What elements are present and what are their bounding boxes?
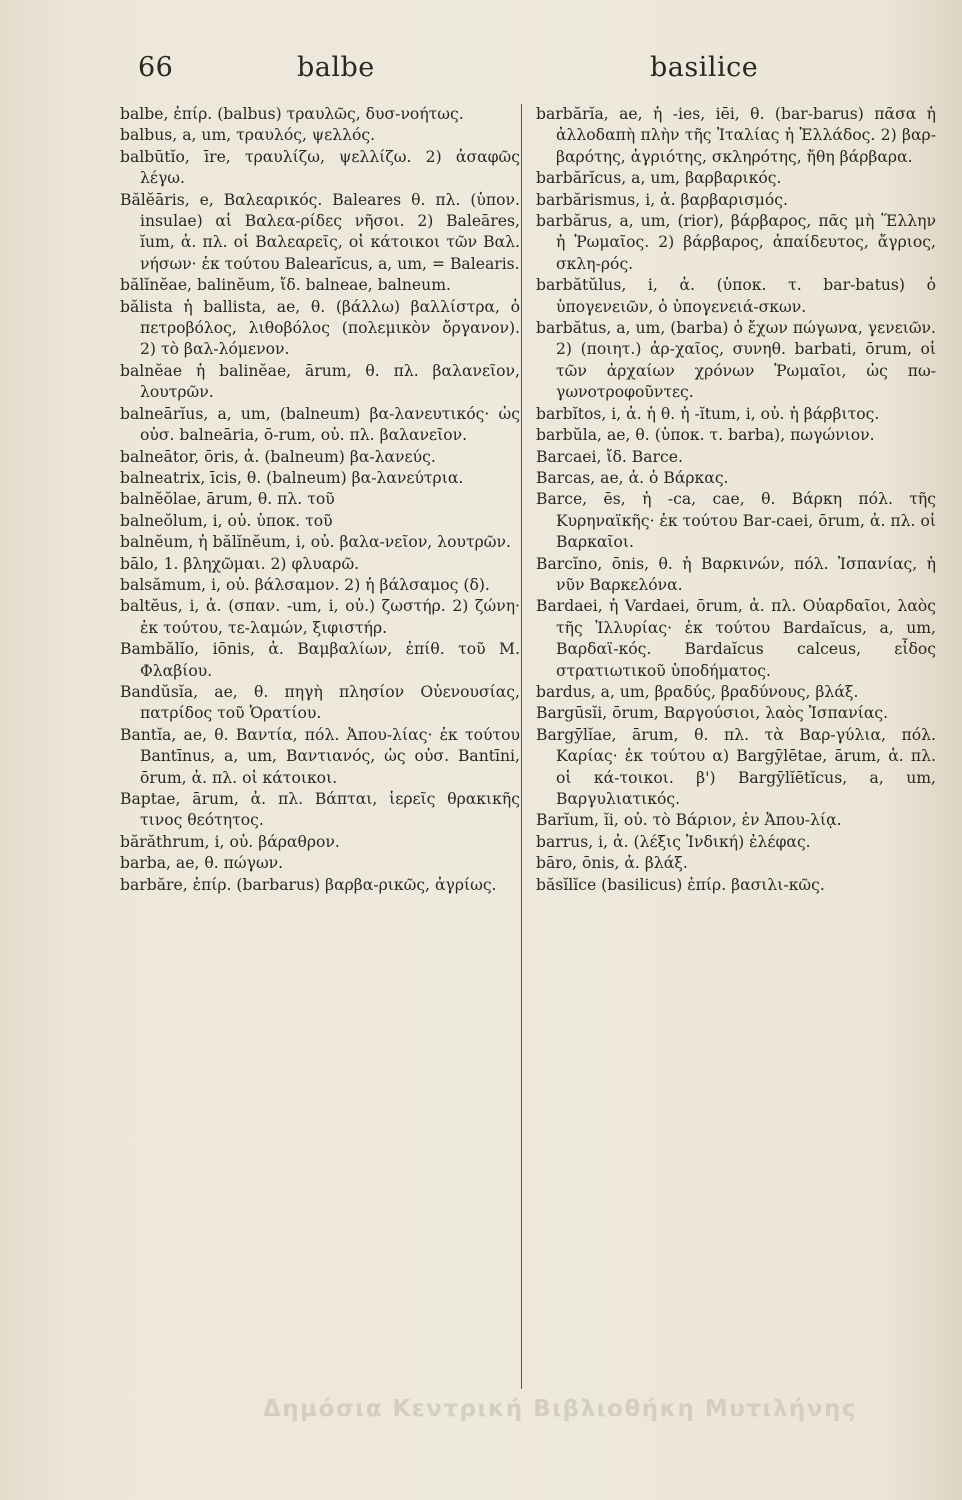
dictionary-entry: balneŏlum, i, οὐ. ὑποκ. τοῦ [120, 511, 333, 530]
dictionary-entry: Bambălĭo, iōnis, ἀ. Βαμβαλίων, ἐπίθ. τοῦ Μ. Φλαβίου. [120, 640, 520, 680]
dictionary-entry: băsĭlĭce (basilicus) ἐπίρ. βασιλι-κῶς. [536, 875, 825, 894]
dictionary-entry: balnĕae ἡ balinĕae, ārum, θ. πλ. βαλανεῖον, λουτρῶν. [120, 361, 520, 402]
dictionary-entry: balbūtĭo, īre, τραυλίζω, ψελλίζω. 2) ἀσαφῶς λέγω. [120, 147, 520, 188]
dictionary-entry: barrus, i, ἀ. (λέξις Ἰνδική) ἐλέφας. [536, 832, 811, 851]
page-number: 66 [138, 52, 174, 83]
dictionary-entry: balsămum, i, οὐ. βάλσαμον. 2) ἡ βάλσαμος (δ). [120, 575, 490, 594]
dictionary-entry: balneātor, ōris, ἀ. (balneum) βα-λανεύς. [120, 447, 436, 466]
dictionary-entry: Bălĕāris, e, Βαλεαρικός. Baleares θ. πλ. (ὑπον. insulae) αἱ Βαλεα-ρίδες νῆσοι. 2) Baleāres, ĭum, ἀ. πλ. οἱ Βαλεαρεῖς, οἱ κάτοικοι τῶν Βαλ. νήσων· ἐκ τούτου Balearĭcus, a, um, = Balearis. [120, 190, 520, 273]
dictionary-entry: Bantĭa, ae, θ. Βαντία, πόλ. Ἀπου-λίας· ἐκ τούτου Bantīnus, a, um, Βαντιανός, ὡς οὐσ. Bantīni, ōrum, ἀ. πλ. οἱ κάτοικοι. [120, 725, 520, 787]
left-column [120, 104, 520, 896]
dictionary-entry: Barcaei, ἴδ. Barce. [536, 447, 683, 466]
dictionary-entry: bălista ἡ ballista, ae, θ. (βάλλω) βαλλίστρα, ὁ πετροβόλος, λιθοβόλος (πολεμικὸν ὄργανον). 2) τὸ βαλ-λόμενον. [120, 297, 520, 359]
dictionary-entry: balneārĭus, a, um, (balneum) βα-λανευτικός· ὡς οὐσ. balneāria, ō-rum, οὐ. πλ. βαλανεῖον. [120, 404, 520, 445]
dictionary-entry: barbăre, ἐπίρ. (barbarus) βαρβα-ρικῶς, ἀγρίως. [120, 875, 497, 894]
dictionary-entry: bălĭnĕae, balinĕum, ἴδ. balneae, balneum. [120, 276, 451, 295]
dictionary-entry: Bargūsĭi, ōrum, Βαργούσιοι, λαὸς Ἰσπανίας. [536, 704, 889, 723]
dictionary-entry: balbus, a, um, τραυλός, ψελλός. [120, 126, 376, 145]
dictionary-entry: barbătus, a, um, (barba) ὁ ἔχων πώγωνα, γενειῶν. 2) (ποιητ.) ἀρ-χαῖος, συνηθ. barbati, ōrum, οἱ τῶν ἀρχαίων χρόνων Ῥωμαῖοι, ὡς πω-γωνοτροφοῦντες. [536, 319, 936, 402]
library-watermark: Δημόσια Κεντρική Βιβλιοθήκη Μυτιλήνης [262, 1396, 858, 1422]
dictionary-entry: barbărus, a, um, (rior), βάρβαρος, πᾶς μὴ Ἕλλην ἡ Ῥωμαῖος. 2) βάρβαρος, ἀπαίδευτος, ἄγριος, σκλη-ρός. [536, 212, 936, 273]
dictionary-entry: barba, ae, θ. πώγων. [120, 854, 284, 873]
dictionary-entry: balnĕŏlae, ārum, θ. πλ. τοῦ [120, 490, 335, 509]
dictionary-entry: Barcas, ae, ἀ. ὁ Βάρκας. [536, 468, 729, 487]
dictionary-entry: Bandŭsĭa, ae, θ. πηγὴ πλησίον Οὐενουσίας, πατρίδος τοῦ Ὁρατίου. [120, 682, 520, 723]
dictionary-entry: Barcĭno, ōnis, θ. ἡ Βαρκινών, πόλ. Ἱσπανίας, ἡ νῦν Βαρκελόνα. [536, 554, 936, 594]
right-guide-word: basilice [650, 52, 759, 83]
right-column [536, 104, 936, 896]
dictionary-entry: baltĕus, i, ἀ. (σπαν. -um, i, οὐ.) ζωστήρ. 2) ζώνη· ἐκ τούτου, τε-λαμών, ξιφιστήρ. [120, 597, 520, 637]
dictionary-entry: bālo, 1. βληχῶμαι. 2) φλυαρῶ. [120, 554, 360, 573]
dictionary-entry: balbe, ἐπίρ. (balbus) τραυλῶς, δυσ-νοήτως. [120, 105, 464, 123]
dictionary-entry: Bardaei, ἡ Vardaei, ōrum, ἀ. πλ. Οὐαρδαῖοι, λαὸς τῆς Ἰλλυρίας· ἐκ τούτου Bardaĭcus, a, um, Βαρδαϊ-κός. Bardaĭcus calceus, εἶδος στρατιωτικοῦ ὑποδήματος. [536, 597, 936, 680]
dictionary-entry: barbărismus, i, ἀ. βαρβαρισμός. [536, 190, 788, 209]
left-guide-word: balbe [297, 52, 375, 83]
dictionary-entry: Barce, ēs, ἡ -ca, cae, θ. Βάρκη πόλ. τῆς Κυρηναϊκῆς· ἐκ τούτου Bar-caei, ōrum, ἀ. πλ. οἱ Βαρκαῖοι. [536, 490, 936, 552]
dictionary-entry: bardus, a, um, βραδύς, βραδύνους, βλάξ. [536, 682, 859, 701]
dictionary-entry: barbărĭa, ae, ἡ -ies, iēi, θ. (bar-barus) πᾶσα ἡ ἀλλοδαπὴ πλὴν τῆς Ἰταλίας ἡ Ἑλλάδος. 2) βαρ-βαρότης, ἀγριότης, σκληρότης, ἤθη βάρβαρα. [536, 105, 936, 166]
dictionary-entry: barbŭla, ae, θ. (ὑποκ. τ. barba), πωγώνιον. [536, 426, 875, 445]
dictionary-entry: Baptae, ārum, ἀ. πλ. Βάπται, ἱερεῖς θρακικῆς τινος θεότητος. [120, 790, 520, 830]
dictionary-entry: balnĕum, ἡ bălĭnĕum, i, οὐ. βαλα-νεῖον, λουτρῶν. [120, 533, 511, 552]
dictionary-entry: barbărĭcus, a, um, βαρβαρικός. [536, 169, 782, 188]
dictionary-entry: barbătŭlus, i, ἀ. (ὑποκ. τ. bar-batus) ὁ ὑπογενειῶν, ὁ ὑπογενειά-σκων. [536, 276, 936, 316]
dictionary-entry: Bargȳlĭae, ārum, θ. πλ. τὰ Βαρ-γύλια, πόλ. Καρίας· ἐκ τούτου α) Bargȳlētae, ārum, ἀ. πλ. οἱ κά-τοικοι. β') Bargȳlĭētĭcus, a, um, Βαργυλιατικός. [536, 725, 936, 808]
dictionary-entry: bāro, ōnis, ἀ. βλάξ. [536, 854, 688, 873]
page-header [0, 52, 962, 96]
column-divider [521, 104, 522, 1389]
dictionary-entry: barbĭtos, i, ἀ. ἡ θ. ἡ -ĭtum, i, οὐ. ἡ βάρβιτος. [536, 404, 880, 423]
dictionary-entry: bărăthrum, i, οὐ. βάραθρον. [120, 832, 340, 851]
dictionary-entry: Barĭum, ĭi, οὐ. τὸ Βάριον, ἐν Ἀπου-λίᾳ. [536, 811, 842, 830]
dictionary-entry: balneatrix, īcis, θ. (balneum) βα-λανεύτρια. [120, 468, 464, 487]
